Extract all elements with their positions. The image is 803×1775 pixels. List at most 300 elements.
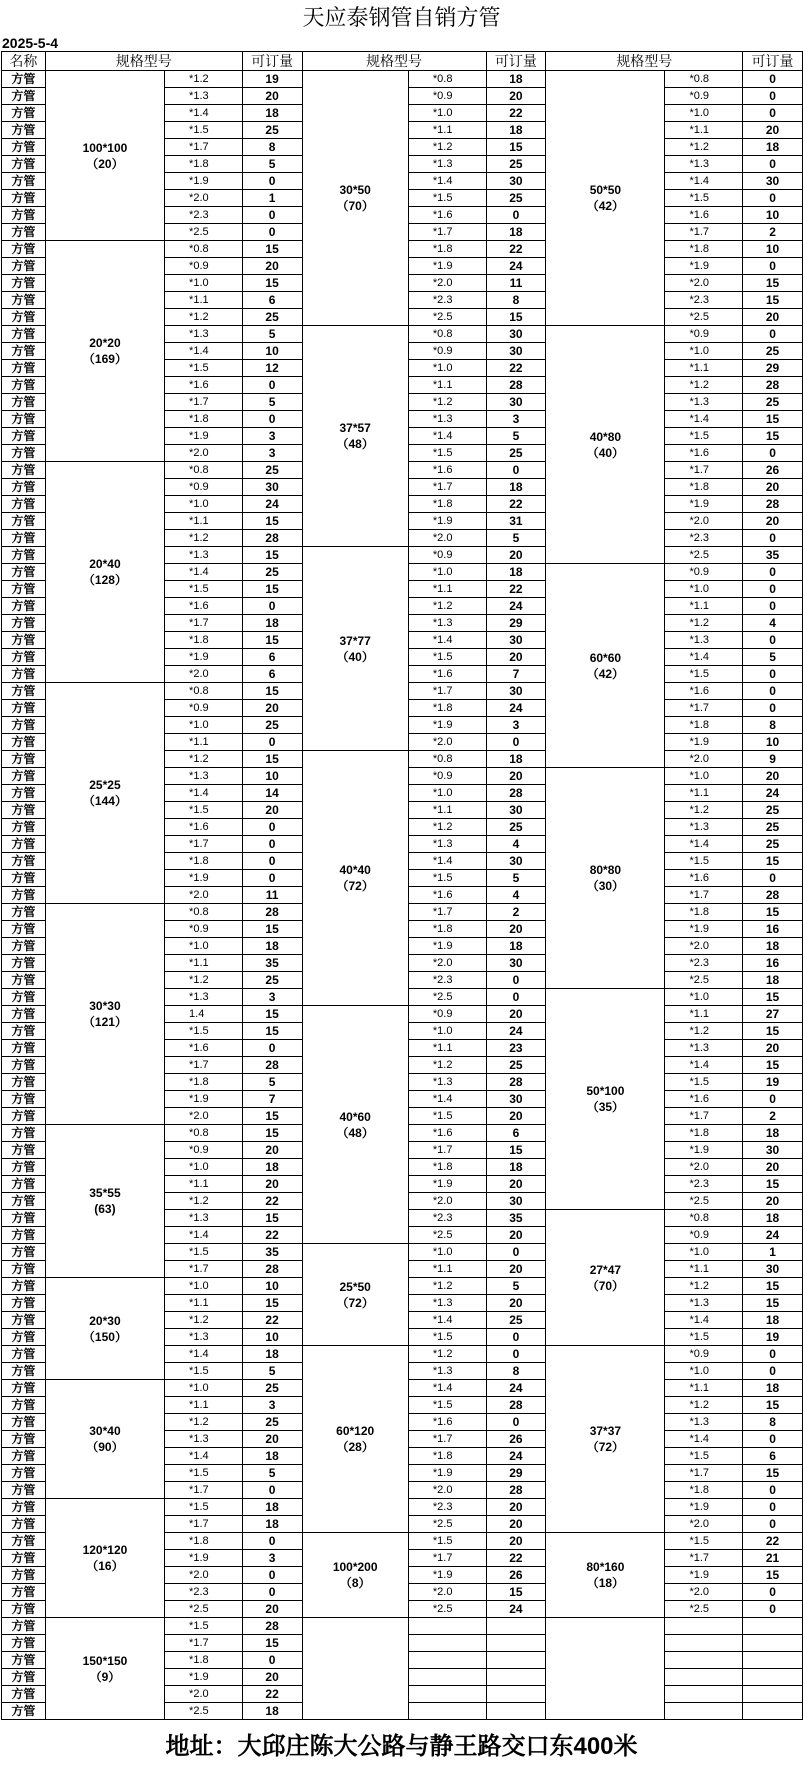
- thickness-cell: *1.6: [408, 462, 486, 479]
- thickness-cell: *1.3: [408, 615, 486, 632]
- row-name: 方管: [2, 207, 46, 224]
- spec-group-cell: [302, 1006, 408, 1244]
- thickness-cell: *1.3: [665, 156, 743, 173]
- thickness-cell: *1.7: [665, 1465, 743, 1482]
- qty-cell: 3: [486, 411, 546, 428]
- row-name: 方管: [2, 71, 46, 88]
- spec-count: （90）: [86, 1440, 124, 1454]
- qty-cell: 10: [743, 207, 803, 224]
- stock-table: [1, 51, 803, 1720]
- qty-cell: [743, 1669, 803, 1686]
- row-name: 方管: [2, 1380, 46, 1397]
- qty-cell: 28: [242, 530, 302, 547]
- qty-cell: 4: [743, 615, 803, 632]
- qty-cell: 0: [242, 377, 302, 394]
- qty-cell: 15: [743, 411, 803, 428]
- thickness-cell: *2.3: [665, 955, 743, 972]
- qty-cell: 0: [242, 207, 302, 224]
- thickness-cell: *1.8: [165, 1652, 243, 1669]
- thickness-cell: *2.0: [408, 1482, 486, 1499]
- thickness-cell: *1.5: [408, 1108, 486, 1125]
- qty-cell: 15: [743, 1023, 803, 1040]
- spec-group-cell: [546, 326, 665, 564]
- qty-cell: 20: [486, 1499, 546, 1516]
- qty-cell: 35: [242, 1244, 302, 1261]
- thickness-cell: *2.0: [408, 1584, 486, 1601]
- thickness-cell: *2.5: [165, 1703, 243, 1720]
- qty-cell: 15: [743, 989, 803, 1006]
- thickness-cell: *1.2: [408, 139, 486, 156]
- row-name: 方管: [2, 462, 46, 479]
- thickness-cell: *1.0: [665, 581, 743, 598]
- qty-cell: 6: [242, 666, 302, 683]
- thickness-cell: *2.0: [665, 751, 743, 768]
- spec-size: 60*120: [336, 1424, 375, 1438]
- thickness-cell: *1.8: [408, 1159, 486, 1176]
- thickness-cell: *1.7: [165, 139, 243, 156]
- thickness-cell: *1.0: [408, 105, 486, 122]
- spec-size: 80*80: [589, 863, 622, 877]
- qty-cell: 0: [743, 700, 803, 717]
- qty-cell: 30: [486, 802, 546, 819]
- qty-cell: 10: [242, 768, 302, 785]
- qty-cell: 15: [242, 683, 302, 700]
- spec-count: （42）: [586, 666, 625, 681]
- row-name: 方管: [2, 717, 46, 734]
- qty-cell: 0: [242, 1652, 302, 1669]
- thickness-cell: *2.0: [408, 734, 486, 751]
- row-name: 方管: [2, 360, 46, 377]
- thickness-cell: *1.1: [165, 955, 243, 972]
- qty-cell: 18: [242, 1159, 302, 1176]
- thickness-cell: *1.2: [165, 751, 243, 768]
- thickness-cell: *1.3: [165, 1431, 243, 1448]
- thickness-cell: *1.2: [165, 309, 243, 326]
- row-name: 方管: [2, 1567, 46, 1584]
- thickness-cell: *0.9: [165, 921, 243, 938]
- qty-cell: 0: [242, 853, 302, 870]
- spec-count: （40）: [336, 649, 374, 664]
- qty-cell: 15: [743, 1057, 803, 1074]
- stock-table-body: [2, 52, 803, 1720]
- thickness-cell: *1.7: [165, 1261, 243, 1278]
- qty-cell: 1: [743, 1244, 803, 1261]
- qty-cell: 0: [486, 207, 546, 224]
- qty-cell: 15: [486, 1142, 546, 1159]
- thickness-cell: *1.0: [665, 105, 743, 122]
- qty-cell: 0: [242, 870, 302, 887]
- qty-cell: 20: [486, 768, 546, 785]
- qty-cell: 16: [743, 955, 803, 972]
- qty-cell: 25: [486, 1312, 546, 1329]
- thickness-cell: *1.2: [165, 530, 243, 547]
- thickness-cell: *0.9: [165, 700, 243, 717]
- header-spec: 规格型号: [546, 52, 743, 71]
- thickness-cell: *1.3: [665, 819, 743, 836]
- row-name: 方管: [2, 122, 46, 139]
- thickness-cell: *1.1: [408, 1261, 486, 1278]
- spec-group-cell: [45, 1125, 164, 1278]
- thickness-cell: *1.7: [165, 1482, 243, 1499]
- row-name: 方管: [2, 1635, 46, 1652]
- thickness-cell: *1.1: [165, 1176, 243, 1193]
- qty-cell: 30: [743, 1261, 803, 1278]
- row-name: 方管: [2, 139, 46, 156]
- thickness-cell: *0.9: [408, 88, 486, 105]
- row-name: 方管: [2, 173, 46, 190]
- qty-cell: 0: [486, 1346, 546, 1363]
- row-name: 方管: [2, 1669, 46, 1686]
- qty-cell: 15: [242, 547, 302, 564]
- qty-cell: 20: [486, 649, 546, 666]
- qty-cell: 24: [486, 700, 546, 717]
- thickness-cell: *1.9: [408, 258, 486, 275]
- qty-cell: 30: [486, 326, 546, 343]
- row-name: 方管: [2, 1210, 46, 1227]
- qty-cell: [743, 1686, 803, 1703]
- thickness-cell: *2.5: [408, 989, 486, 1006]
- qty-cell: 0: [242, 734, 302, 751]
- qty-cell: 10: [242, 343, 302, 360]
- spec-size: 37*77: [339, 633, 371, 648]
- qty-cell: 25: [242, 564, 302, 581]
- thickness-cell: *1.4: [165, 343, 243, 360]
- thickness-cell: *2.3: [408, 1499, 486, 1516]
- row-name: 方管: [2, 1584, 46, 1601]
- row-name: 方管: [2, 785, 46, 802]
- thickness-cell: *1.4: [165, 1227, 243, 1244]
- spec-size: 40*80: [589, 429, 622, 444]
- spec-size: 27*47: [589, 1262, 622, 1277]
- qty-cell: 20: [486, 1227, 546, 1244]
- row-name: 方管: [2, 615, 46, 632]
- row-name: 方管: [2, 1397, 46, 1414]
- qty-cell: 25: [242, 462, 302, 479]
- row-name: 方管: [2, 768, 46, 785]
- qty-cell: 18: [242, 938, 302, 955]
- qty-cell: 30: [486, 955, 546, 972]
- qty-cell: 15: [242, 275, 302, 292]
- thickness-cell: *2.0: [665, 1584, 743, 1601]
- qty-cell: 18: [242, 1448, 302, 1465]
- row-name: 方管: [2, 564, 46, 581]
- thickness-cell: *1.4: [408, 1091, 486, 1108]
- thickness-cell: *1.9: [408, 938, 486, 955]
- qty-cell: 0: [743, 632, 803, 649]
- thickness-cell: *1.1: [665, 1261, 743, 1278]
- qty-cell: 0: [743, 1601, 803, 1618]
- thickness-cell: *1.9: [408, 717, 486, 734]
- qty-cell: 0: [242, 819, 302, 836]
- header-spec: 规格型号: [302, 52, 486, 71]
- row-name: 方管: [2, 326, 46, 343]
- thickness-cell: *1.8: [408, 921, 486, 938]
- row-name: 方管: [2, 1448, 46, 1465]
- thickness-cell: *1.5: [165, 802, 243, 819]
- thickness-cell: *1.3: [408, 411, 486, 428]
- qty-cell: 18: [743, 972, 803, 989]
- thickness-cell: *1.4: [165, 105, 243, 122]
- thickness-cell: *1.4: [165, 1448, 243, 1465]
- thickness-cell: *1.1: [165, 513, 243, 530]
- qty-cell: [486, 1669, 546, 1686]
- spec-group-cell: [546, 1210, 665, 1346]
- thickness-cell: *2.0: [165, 887, 243, 904]
- qty-cell: 15: [743, 1295, 803, 1312]
- spec-group-cell: [302, 1346, 408, 1533]
- spec-count: （48）: [336, 437, 374, 451]
- row-name: 方管: [2, 989, 46, 1006]
- qty-cell: 22: [486, 105, 546, 122]
- thickness-cell: *1.0: [408, 564, 486, 581]
- thickness-cell: *0.9: [165, 258, 243, 275]
- spec-size: 37*37: [589, 1424, 622, 1438]
- thickness-cell: *2.0: [408, 275, 486, 292]
- qty-cell: 24: [486, 598, 546, 615]
- qty-cell: 20: [242, 1431, 302, 1448]
- row-name: 方管: [2, 1244, 46, 1261]
- thickness-cell: *1.5: [165, 360, 243, 377]
- thickness-cell: [665, 1652, 743, 1669]
- spec-count: （72）: [336, 1295, 374, 1310]
- qty-cell: [486, 1652, 546, 1669]
- qty-cell: 15: [743, 275, 803, 292]
- qty-cell: 20: [743, 479, 803, 496]
- qty-cell: 35: [242, 955, 302, 972]
- thickness-cell: *1.6: [665, 870, 743, 887]
- qty-cell: 5: [743, 649, 803, 666]
- qty-cell: 0: [743, 1431, 803, 1448]
- thickness-cell: [665, 1669, 743, 1686]
- qty-cell: 25: [242, 1414, 302, 1431]
- qty-cell: 22: [486, 241, 546, 258]
- qty-cell: [743, 1703, 803, 1720]
- spec-count: （121）: [82, 1015, 127, 1029]
- spec-count: （42）: [586, 199, 625, 213]
- row-name: 方管: [2, 1465, 46, 1482]
- qty-cell: 0: [242, 1584, 302, 1601]
- qty-cell: [486, 1635, 546, 1652]
- qty-cell: 20: [743, 513, 803, 530]
- thickness-cell: *2.0: [165, 1686, 243, 1703]
- row-name: 方管: [2, 666, 46, 683]
- spec-count: （128）: [82, 573, 127, 587]
- qty-cell: 30: [743, 1142, 803, 1159]
- qty-cell: 20: [486, 547, 546, 564]
- row-name: 方管: [2, 513, 46, 530]
- thickness-cell: *0.8: [165, 1125, 243, 1142]
- row-name: 方管: [2, 479, 46, 496]
- thickness-cell: *1.6: [408, 1414, 486, 1431]
- qty-cell: 20: [486, 921, 546, 938]
- qty-cell: 18: [242, 1346, 302, 1363]
- thickness-cell: *1.8: [665, 241, 743, 258]
- qty-cell: 0: [743, 1091, 803, 1108]
- table-row: [2, 1618, 803, 1635]
- thickness-cell: *0.9: [408, 343, 486, 360]
- thickness-cell: *1.3: [408, 1363, 486, 1380]
- spec-group-cell: [45, 683, 164, 904]
- spec-size: 40*60: [339, 1109, 371, 1124]
- spec-size: 30*40: [89, 1424, 121, 1438]
- thickness-cell: *1.9: [665, 496, 743, 513]
- qty-cell: [486, 1686, 546, 1703]
- row-name: 方管: [2, 1346, 46, 1363]
- spec-count: （169）: [82, 352, 127, 366]
- spec-size: 50*100: [586, 1084, 625, 1098]
- row-name: 方管: [2, 1533, 46, 1550]
- row-name: 方管: [2, 1278, 46, 1295]
- qty-cell: 25: [743, 802, 803, 819]
- thickness-cell: *1.5: [165, 1023, 243, 1040]
- spec-group-cell: [546, 71, 665, 326]
- qty-cell: 0: [743, 530, 803, 547]
- qty-cell: 15: [242, 1006, 302, 1023]
- qty-cell: 15: [242, 1635, 302, 1652]
- spec-count: （150）: [82, 1329, 127, 1344]
- thickness-cell: *1.5: [165, 1499, 243, 1516]
- thickness-cell: *1.9: [165, 173, 243, 190]
- qty-cell: 0: [743, 1516, 803, 1533]
- qty-cell: 18: [486, 122, 546, 139]
- qty-cell: 15: [242, 632, 302, 649]
- spec-group-cell: [45, 904, 164, 1125]
- thickness-cell: *0.8: [665, 1210, 743, 1227]
- row-name: 方管: [2, 530, 46, 547]
- spec-group-cell: [546, 1533, 665, 1618]
- thickness-cell: *2.0: [165, 1567, 243, 1584]
- thickness-cell: [408, 1635, 486, 1652]
- thickness-cell: *2.0: [165, 190, 243, 207]
- qty-cell: 0: [743, 1584, 803, 1601]
- thickness-cell: *0.9: [665, 326, 743, 343]
- spec-count: （35）: [586, 1100, 625, 1114]
- thickness-cell: *1.0: [665, 989, 743, 1006]
- qty-cell: 15: [743, 1278, 803, 1295]
- thickness-cell: *1.2: [408, 1057, 486, 1074]
- row-name: 方管: [2, 1414, 46, 1431]
- thickness-cell: *1.9: [665, 1142, 743, 1159]
- thickness-cell: *1.5: [165, 1465, 243, 1482]
- qty-cell: 0: [242, 598, 302, 615]
- thickness-cell: *2.0: [665, 938, 743, 955]
- qty-cell: 0: [743, 1482, 803, 1499]
- qty-cell: 3: [242, 428, 302, 445]
- qty-cell: 0: [743, 564, 803, 581]
- thickness-cell: *1.3: [408, 836, 486, 853]
- thickness-cell: *1.8: [665, 1125, 743, 1142]
- thickness-cell: *1.9: [408, 513, 486, 530]
- thickness-cell: *1.5: [165, 122, 243, 139]
- thickness-cell: *1.1: [665, 360, 743, 377]
- thickness-cell: *1.7: [165, 394, 243, 411]
- thickness-cell: *2.0: [408, 1193, 486, 1210]
- spec-count: （16）: [86, 1559, 124, 1573]
- qty-cell: 24: [486, 1380, 546, 1397]
- thickness-cell: *2.5: [665, 547, 743, 564]
- qty-cell: 5: [486, 1278, 546, 1295]
- thickness-cell: *1.7: [408, 904, 486, 921]
- spec-group-cell: [45, 71, 164, 241]
- spec-count: （70）: [586, 1278, 625, 1293]
- thickness-cell: *1.5: [665, 428, 743, 445]
- qty-cell: 5: [486, 530, 546, 547]
- spec-size: 37*57: [339, 421, 371, 435]
- qty-cell: 28: [486, 1074, 546, 1091]
- row-name: 方管: [2, 1312, 46, 1329]
- thickness-cell: *2.3: [408, 292, 486, 309]
- qty-cell: 21: [743, 1550, 803, 1567]
- spec-size: 20*40: [89, 557, 121, 571]
- thickness-cell: *1.0: [165, 717, 243, 734]
- spec-group-cell: [45, 1380, 164, 1499]
- qty-cell: 20: [486, 88, 546, 105]
- thickness-cell: *2.5: [665, 972, 743, 989]
- thickness-cell: *1.1: [165, 292, 243, 309]
- qty-cell: 15: [242, 581, 302, 598]
- qty-cell: 0: [486, 1244, 546, 1261]
- thickness-cell: *1.1: [408, 581, 486, 598]
- thickness-cell: *2.3: [408, 1210, 486, 1227]
- qty-cell: 28: [242, 1618, 302, 1635]
- qty-cell: 3: [242, 1397, 302, 1414]
- thickness-cell: *0.9: [408, 547, 486, 564]
- qty-cell: 30: [486, 683, 546, 700]
- thickness-cell: *2.0: [165, 1108, 243, 1125]
- spec-group-cell: [546, 768, 665, 989]
- qty-cell: 25: [743, 343, 803, 360]
- spec-group-cell: [546, 1618, 665, 1720]
- thickness-cell: *1.6: [165, 598, 243, 615]
- qty-cell: 28: [486, 785, 546, 802]
- qty-cell: 3: [242, 445, 302, 462]
- qty-cell: 15: [242, 751, 302, 768]
- thickness-cell: *1.2: [408, 394, 486, 411]
- thickness-cell: *1.5: [408, 1329, 486, 1346]
- row-name: 方管: [2, 1176, 46, 1193]
- qty-cell: 18: [743, 1380, 803, 1397]
- row-name: 方管: [2, 1125, 46, 1142]
- thickness-cell: *1.2: [165, 71, 243, 88]
- row-name: 方管: [2, 887, 46, 904]
- thickness-cell: [665, 1618, 743, 1635]
- thickness-cell: *1.1: [665, 1380, 743, 1397]
- thickness-cell: *1.5: [665, 1533, 743, 1550]
- row-name: 方管: [2, 224, 46, 241]
- qty-cell: 1: [242, 190, 302, 207]
- thickness-cell: *1.1: [408, 1040, 486, 1057]
- row-name: 方管: [2, 1159, 46, 1176]
- qty-cell: 28: [242, 1261, 302, 1278]
- row-name: 方管: [2, 275, 46, 292]
- thickness-cell: *1.6: [665, 1091, 743, 1108]
- thickness-cell: *1.8: [165, 411, 243, 428]
- spec-count: （144）: [82, 794, 127, 808]
- thickness-cell: *1.1: [665, 785, 743, 802]
- thickness-cell: *2.5: [665, 1601, 743, 1618]
- thickness-cell: *1.0: [165, 496, 243, 513]
- qty-cell: 25: [242, 717, 302, 734]
- qty-cell: 20: [486, 1261, 546, 1278]
- thickness-cell: [408, 1618, 486, 1635]
- qty-cell: 25: [242, 972, 302, 989]
- qty-cell: 20: [743, 1193, 803, 1210]
- thickness-cell: *1.0: [665, 1244, 743, 1261]
- qty-cell: [743, 1618, 803, 1635]
- thickness-cell: *1.2: [408, 819, 486, 836]
- thickness-cell: *2.5: [408, 1227, 486, 1244]
- qty-cell: 11: [486, 275, 546, 292]
